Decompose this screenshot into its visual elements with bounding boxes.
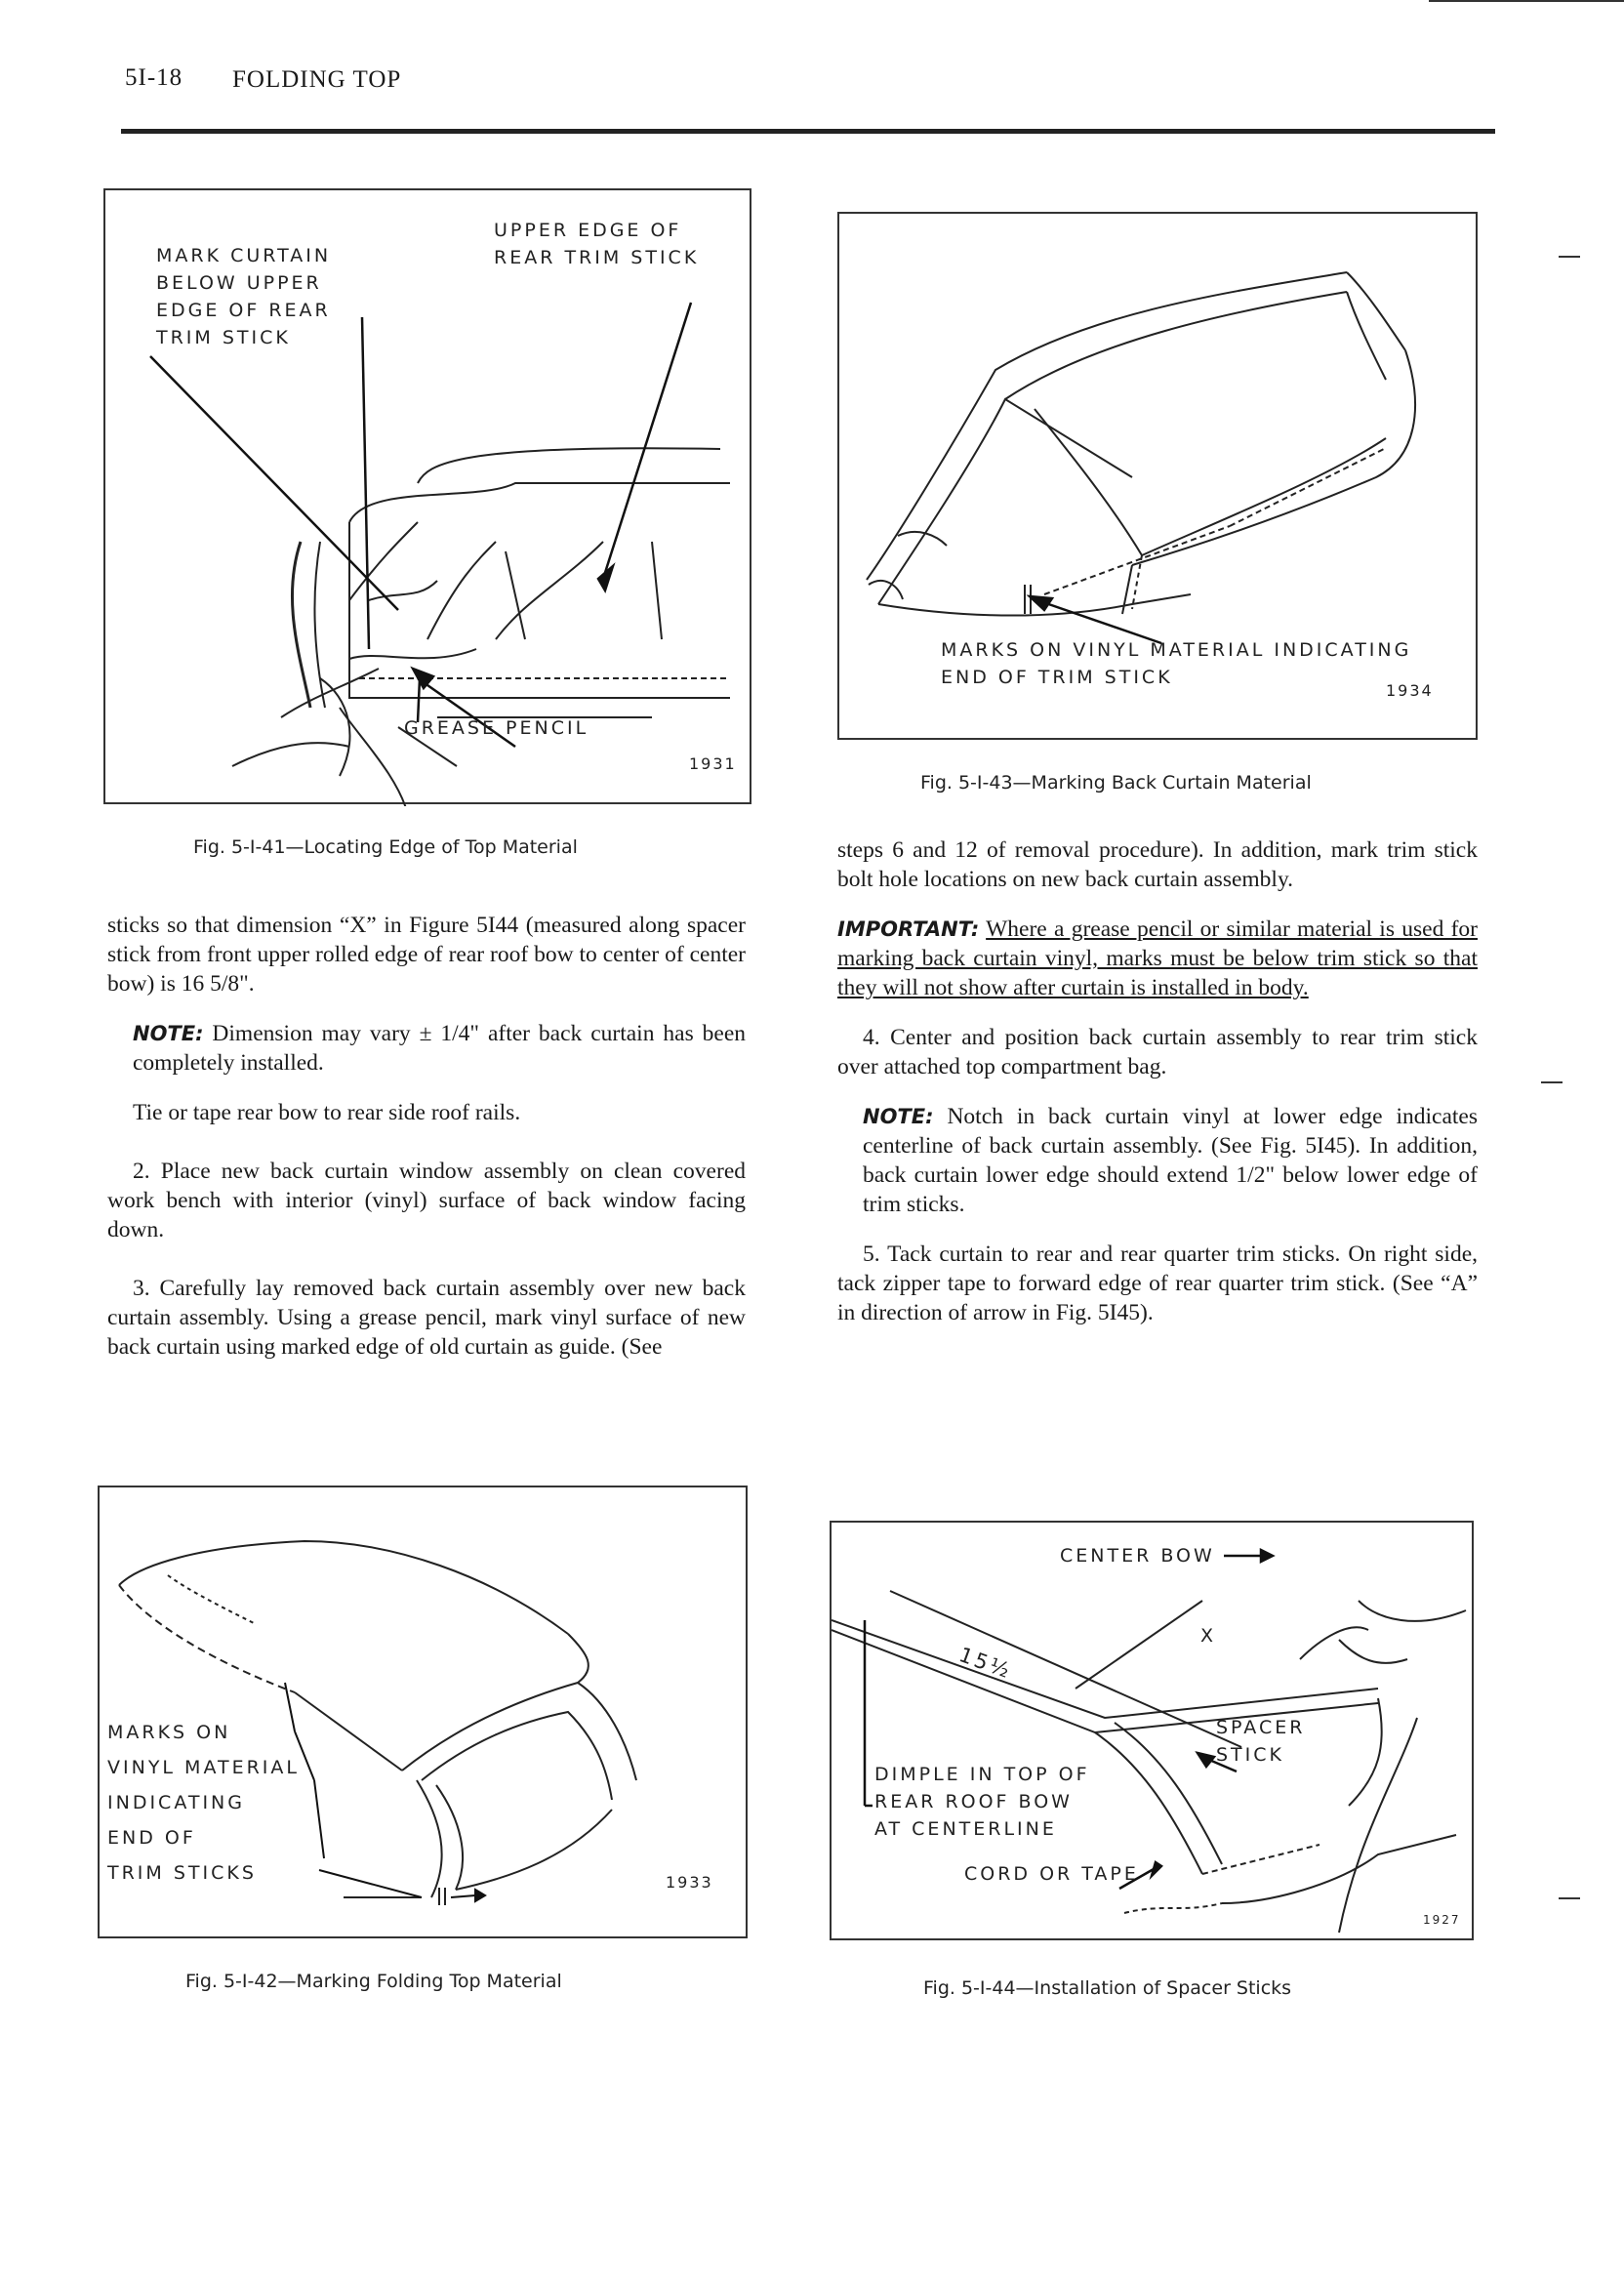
callout-dimension-x: X <box>1200 1625 1217 1647</box>
figure-43-caption: Fig. 5-I-43—Marking Back Curtain Material <box>920 772 1312 794</box>
figure-5-i-44 <box>830 1521 1474 1940</box>
callout-marks-on-vinyl: MARKS ON VINYL MATERIAL INDICATING END OF TRIM STICKS <box>107 1722 300 1884</box>
note-text: Dimension may vary ± 1/4" after back curtain has been completely installed. <box>133 1021 746 1076</box>
top-corner-rule <box>1429 0 1624 2</box>
step-3: 3. Carefully lay removed back curtain assembly over new back curtain assembly. Using a grease pencil, mark vinyl surface of new back curtain using marked edge of old curtain as guide. (See <box>107 1276 746 1360</box>
important-note <box>837 915 1478 1002</box>
callout-upper-edge: UPPER EDGE OF REAR TRIM STICK <box>494 220 700 268</box>
important-label: IMPORTANT: <box>837 917 980 941</box>
step-2: 2. Place new back curtain window assembly on clean covered work bench with interior (vinyl) surface of back window facing down. <box>107 1159 746 1242</box>
figure-44-illustration <box>832 1523 1476 1942</box>
callout-marks-on-vinyl: MARKS ON VINYL MATERIAL INDICATING END OF TRIM STICK <box>941 639 1412 688</box>
margin-mark <box>1541 1081 1563 1083</box>
note-label: NOTE: <box>133 1022 204 1045</box>
step-4: 4. Center and position back curtain assembly to rear trim stick over attached top compartment bag. <box>837 1025 1478 1079</box>
paragraph: sticks so that dimension “X” in Figure 5I44 (measured along spacer stick from front upper rolled edge of rear roof bow to center of center bow) is 16 5/8". <box>107 913 746 997</box>
figure-5-i-43 <box>837 212 1478 740</box>
callout-cord-or-tape: CORD OR TAPE <box>964 1863 1139 1885</box>
figure-42-caption: Fig. 5-I-42—Marking Folding Top Material <box>185 1971 562 1992</box>
paragraph: Tie or tape rear bow to rear side roof rails. <box>133 1100 521 1125</box>
figure-41-caption: Fig. 5-I-41—Locating Edge of Top Material <box>193 836 578 858</box>
note-label: NOTE: <box>863 1105 934 1128</box>
figure-number: 1933 <box>666 1873 713 1892</box>
callout-dimension: 15½ <box>955 1643 1016 1684</box>
margin-mark <box>1559 256 1580 258</box>
callout-center-bow: CENTER BOW <box>1060 1545 1215 1567</box>
callout-dimple: DIMPLE IN TOP OF REAR ROOF BOW AT CENTERLINE <box>874 1764 1090 1840</box>
figure-5-i-42 <box>98 1486 748 1938</box>
figure-44-caption: Fig. 5-I-44—Installation of Spacer Sticks <box>923 1977 1292 1999</box>
paragraph: steps 6 and 12 of removal procedure). In addition, mark trim stick bolt hole locations on new back curtain assembly. <box>837 837 1478 892</box>
left-column <box>107 911 746 1362</box>
right-column <box>837 835 1478 1327</box>
margin-mark <box>1559 1897 1580 1899</box>
figure-number: 1927 <box>1423 1913 1461 1927</box>
callout-spacer-stick: SPACER STICK <box>1216 1717 1306 1766</box>
note <box>837 1102 1478 1219</box>
figure-number: 1934 <box>1386 681 1434 700</box>
step-5: 5. Tack curtain to rear and rear quarter trim sticks. On right side, tack zipper tape to forward edge of rear quarter trim stick. (See “A” in direction of arrow in Fig. 5I45). <box>837 1242 1478 1325</box>
figure-number: 1931 <box>689 754 737 773</box>
header-rule <box>121 129 1495 134</box>
figure-5-i-41 <box>103 188 751 804</box>
section-title: FOLDING TOP <box>232 66 402 93</box>
note <box>107 1019 746 1078</box>
important-text: Where a grease pencil or similar material is used for marking back curtain vinyl, marks must be below trim stick so that they will not show after curtain is installed in body. <box>837 916 1478 1000</box>
page-number: 5I-18 <box>125 64 183 91</box>
callout-grease-pencil: GREASE PENCIL <box>404 717 589 739</box>
note-text: Notch in back curtain vinyl at lower edge indicates centerline of back curtain assembly. (See Fig. 5I45). In addition, back curtain lower edge should extend 1/2" below lower edge of trim sticks. <box>863 1104 1478 1217</box>
callout-mark-curtain: MARK CURTAIN BELOW UPPER EDGE OF REAR TRIM STICK <box>156 245 332 348</box>
